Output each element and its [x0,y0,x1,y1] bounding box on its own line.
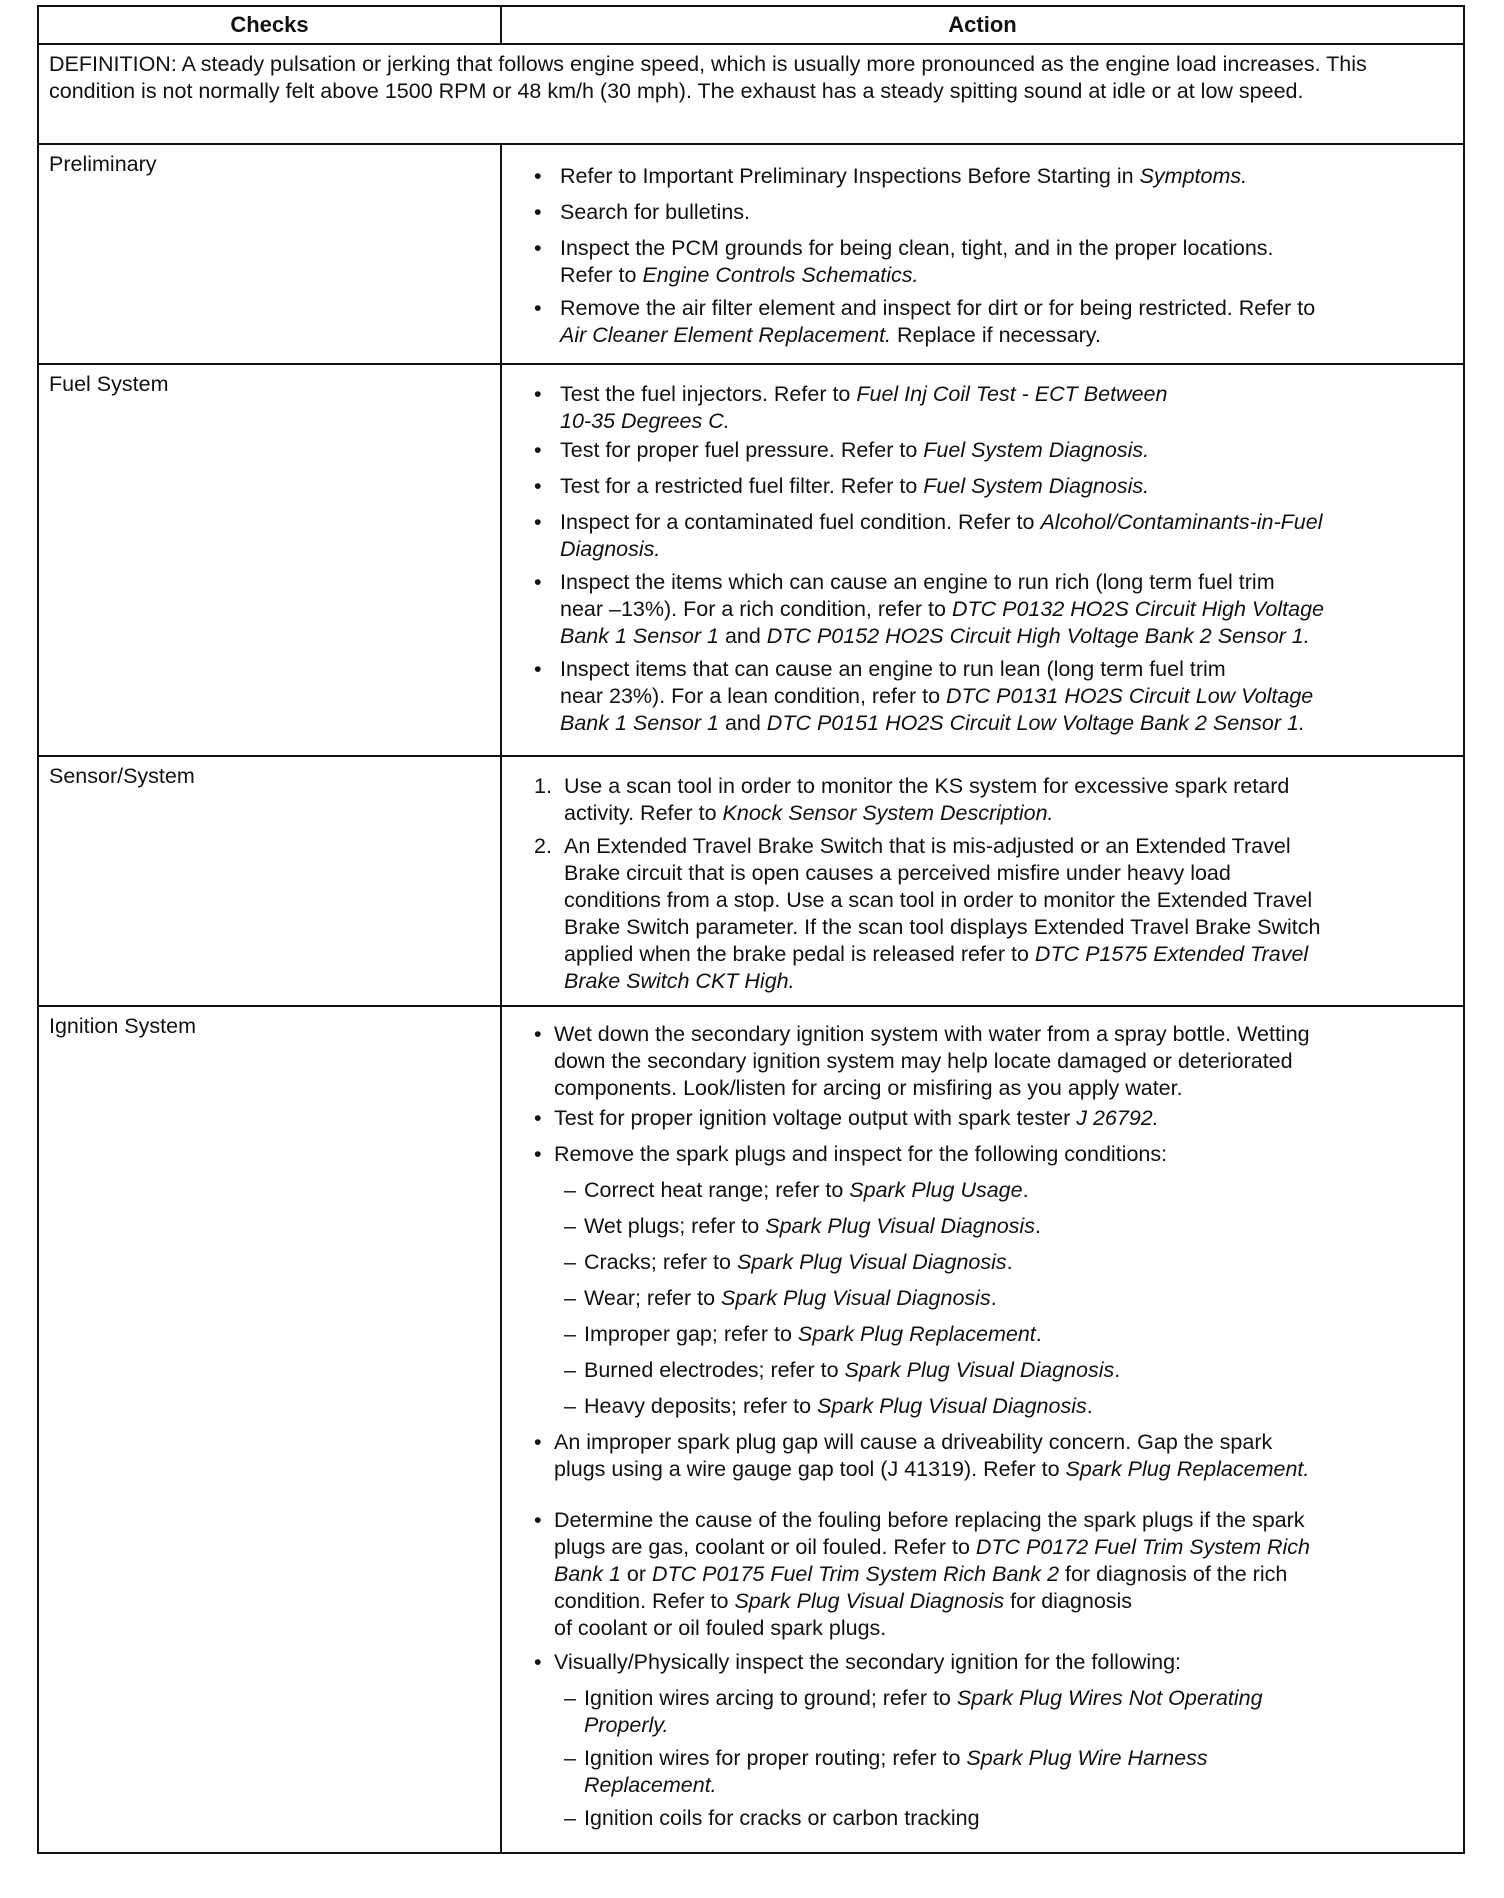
action-cell [500,365,1463,755]
item-bullet: • [534,200,542,224]
list-item: Inspect items that can cause an engine to run lean (long term fuel trim near 23%). For a lean condition, refer to DTC P0131 HO2S Circuit Low Voltage Bank 1 Sensor 1 and DTC P0151 HO2S Circuit Low Voltage Bank 2 Sensor 1. [560,657,1314,735]
item-bullet: – [564,1322,576,1346]
list-item: Wet down the secondary ignition system with water from a spray bottle. Wetting down the secondary ignition system may help locate damaged or deteriorated components. Look/listen for arcing or misfiring as you apply water. [554,1022,1310,1100]
item-bullet: • [534,236,542,260]
list-item: Refer to Important Preliminary Inspections Before Starting in Symptoms. [560,164,1248,188]
action-cell [500,145,1463,363]
row-label: Sensor/System [49,764,195,788]
diagnostic-table [37,5,1465,1854]
header-action: Action [500,7,1463,43]
list-item: Inspect the items which can cause an engine to run rich (long term fuel trim near –13%). For a rich condition, refer to DTC P0132 HO2S Circuit High Voltage Bank 1 Sensor 1 and DTC P0152 HO2S Circuit High Voltage Bank 2 Sensor 1. [560,570,1324,648]
item-bullet: • [534,1430,542,1454]
item-bullet: • [534,164,542,188]
item-bullet: • [534,510,542,534]
item-bullet: • [534,1508,542,1532]
row-fuel-system [39,365,1463,757]
list-item: Wet plugs; refer to Spark Plug Visual Diagnosis. [584,1214,1041,1238]
list-item: Test for proper ignition voltage output with spark tester J 26792. [554,1106,1159,1130]
list-item: Heavy deposits; refer to Spark Plug Visual Diagnosis. [584,1394,1093,1418]
list-item: Determine the cause of the fouling before replacing the spark plugs if the spark plugs are gas, coolant or oil fouled. Refer to DTC P0172 Fuel Trim System Rich Bank 1 or DTC P0175 Fuel Trim System Rich Bank 2 for diagnosis of the rich condition. Refer to Spark Plug Visual Diagnosis for diagnosis of coolant or oil fouled spark plugs. [554,1508,1311,1640]
item-bullet: – [564,1178,576,1202]
header-checks: Checks [230,12,309,37]
item-bullet: • [534,657,542,681]
item-bullet: • [534,382,542,406]
list-item: Remove the spark plugs and inspect for the following conditions: [554,1142,1168,1166]
list-item: Use a scan tool in order to monitor the KS system for excessive spark retard activity. Refer to Knock Sensor System Description. [564,774,1290,825]
definition-text: DEFINITION: A steady pulsation or jerking that follows engine speed, which is usually more pronounced as the engine load increases. This condition is not normally felt above 1500 RPM or 48 km/h (30 mph). The exhaust has a steady spitting sound at idle or at low speed. [39,45,1463,145]
item-bullet: • [534,1106,542,1130]
list-item: An improper spark plug gap will cause a driveability concern. Gap the spark plugs using a wire gauge gap tool (J 41319). Refer to Spark Plug Replacement. [554,1430,1310,1481]
item-bullet: – [564,1746,576,1770]
list-item: An Extended Travel Brake Switch that is mis-adjusted or an Extended Travel Brake circuit that is open causes a perceived misfire under heavy load conditions from a stop. Use a scan tool in order to monitor the Extended Travel Brake Switch parameter. If the scan tool displays Extended Travel Brake Switch applied when the brake pedal is released refer to DTC P1575 Extended Travel Brake Switch CKT High. [564,834,1321,993]
list-item: Search for bulletins. [560,200,751,224]
item-bullet: • [534,1022,542,1046]
list-item: Cracks; refer to Spark Plug Visual Diagnosis. [584,1250,1013,1274]
action-cell [500,757,1463,1005]
row-preliminary [39,145,1463,365]
list-item: Test the fuel injectors. Refer to Fuel Inj Coil Test - ECT Between 10-35 Degrees C. [560,382,1168,433]
row-label: Preliminary [49,152,157,176]
row-sensor-system [39,757,1463,1007]
item-bullet: • [534,296,542,320]
item-bullet: • [534,438,542,462]
item-bullet: – [564,1358,576,1382]
list-item: Test for proper fuel pressure. Refer to Fuel System Diagnosis. [560,438,1150,462]
list-item: Visually/Physically inspect the secondary ignition for the following: [554,1650,1182,1674]
list-item: Inspect the PCM grounds for being clean, tight, and in the proper locations. Refer to Engine Controls Schematics. [560,236,1274,287]
list-item: Wear; refer to Spark Plug Visual Diagnosis. [584,1286,997,1310]
list-item: Correct heat range; refer to Spark Plug Usage. [584,1178,1029,1202]
list-item: Remove the air filter element and inspect for dirt or for being restricted. Refer to Air Cleaner Element Replacement. Replace if necessary. [560,296,1316,347]
item-bullet: • [534,1650,542,1674]
item-bullet: – [564,1286,576,1310]
list-item: Test for a restricted fuel filter. Refer to Fuel System Diagnosis. [560,474,1150,498]
list-item: Ignition coils for cracks or carbon tracking [584,1806,980,1830]
list-item: Burned electrodes; refer to Spark Plug Visual Diagnosis. [584,1358,1121,1382]
action-cell [500,1007,1463,1852]
list-item: Ignition wires arcing to ground; refer to Spark Plug Wires Not Operating Properly. [584,1686,1263,1737]
list-item: Ignition wires for proper routing; refer to Spark Plug Wire Harness Replacement. [584,1746,1208,1797]
item-bullet: 2. [534,834,552,858]
item-bullet: – [564,1214,576,1238]
table-header [39,7,1463,45]
item-bullet: – [564,1250,576,1274]
list-item: Improper gap; refer to Spark Plug Replacement. [584,1322,1042,1346]
item-bullet: – [564,1806,576,1830]
row-label: Fuel System [49,372,169,396]
item-bullet: 1. [534,774,552,798]
item-bullet: • [534,1142,542,1166]
item-bullet: – [564,1394,576,1418]
item-bullet: • [534,474,542,498]
item-bullet: • [534,570,542,594]
list-item: Inspect for a contaminated fuel condition. Refer to Alcohol/Contaminants-in-Fuel Diagnosis. [560,510,1323,561]
row-label: Ignition System [49,1014,196,1038]
row-ignition-system [39,1007,1463,1852]
item-bullet: – [564,1686,576,1710]
